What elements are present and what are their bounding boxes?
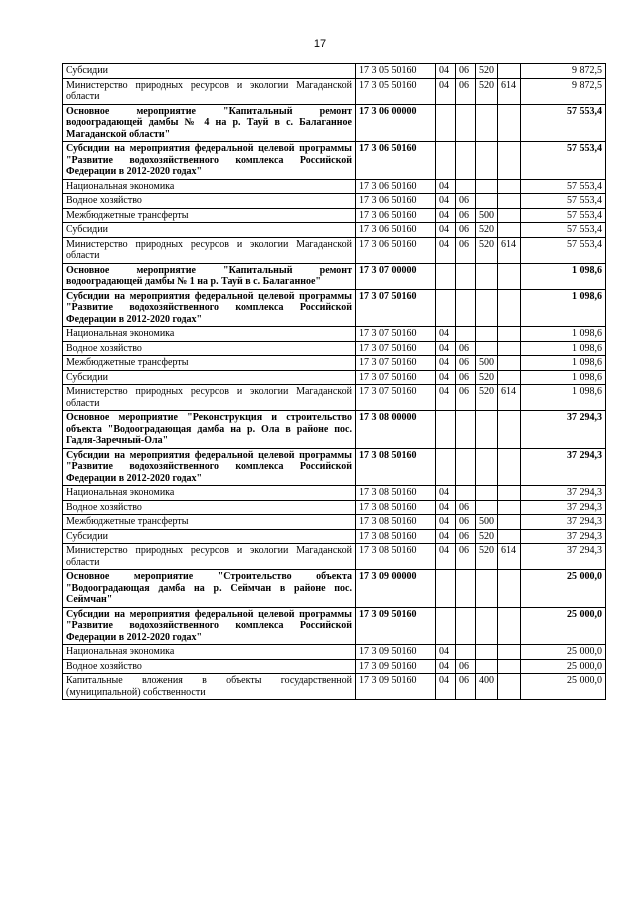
row-code-cell: 17 3 07 50160: [356, 289, 436, 327]
row-expense-type-cell: [476, 263, 498, 289]
row-section-cell: 04: [436, 529, 456, 544]
row-expense-type-cell: [476, 570, 498, 608]
row-code-cell: 17 3 06 50160: [356, 142, 436, 180]
row-section-cell: 04: [436, 223, 456, 238]
row-section-cell: 04: [436, 515, 456, 530]
row-amount-cell: 1 098,6: [521, 370, 606, 385]
table-row: [63, 529, 606, 544]
row-name-cell: Субсидии на мероприятия федеральной целевой программы "Развитие водохозяйственного комплекса Российской Федерации в 2012-2020 годах": [63, 607, 356, 645]
table-row: [63, 289, 606, 327]
row-name-cell: Субсидии на мероприятия федеральной целевой программы "Развитие водохозяйственного комплекса Российской Федерации в 2012-2020 годах": [63, 448, 356, 486]
row-ministry-code-cell: [498, 486, 521, 501]
table-row: [63, 208, 606, 223]
row-expense-type-cell: 520: [476, 223, 498, 238]
row-section-cell: 04: [436, 208, 456, 223]
row-section-cell: 04: [436, 486, 456, 501]
row-amount-cell: 37 294,3: [521, 544, 606, 570]
row-name-cell: Субсидии: [63, 370, 356, 385]
row-section-cell: [436, 263, 456, 289]
row-amount-cell: 37 294,3: [521, 529, 606, 544]
row-amount-cell: 25 000,0: [521, 674, 606, 700]
row-subsection-cell: 06: [456, 515, 476, 530]
row-subsection-cell: 06: [456, 194, 476, 209]
table-row: [63, 179, 606, 194]
row-amount-cell: 25 000,0: [521, 607, 606, 645]
row-amount-cell: 1 098,6: [521, 263, 606, 289]
row-expense-type-cell: 520: [476, 385, 498, 411]
row-expense-type-cell: 520: [476, 237, 498, 263]
budget-table-body: [63, 64, 606, 700]
row-expense-type-cell: 520: [476, 529, 498, 544]
row-code-cell: 17 3 06 50160: [356, 194, 436, 209]
row-code-cell: 17 3 07 50160: [356, 385, 436, 411]
row-expense-type-cell: [476, 179, 498, 194]
row-name-cell: Водное хозяйство: [63, 659, 356, 674]
row-amount-cell: 57 553,4: [521, 237, 606, 263]
row-code-cell: 17 3 09 50160: [356, 659, 436, 674]
table-row: [63, 78, 606, 104]
row-amount-cell: 1 098,6: [521, 327, 606, 342]
row-name-cell: Министерство природных ресурсов и экологии Магаданской области: [63, 78, 356, 104]
row-amount-cell: 57 553,4: [521, 194, 606, 209]
row-section-cell: 04: [436, 179, 456, 194]
row-amount-cell: 57 553,4: [521, 142, 606, 180]
row-amount-cell: 37 294,3: [521, 448, 606, 486]
row-amount-cell: 57 553,4: [521, 208, 606, 223]
row-name-cell: Министерство природных ресурсов и экологии Магаданской области: [63, 237, 356, 263]
row-ministry-code-cell: 614: [498, 78, 521, 104]
row-section-cell: 04: [436, 194, 456, 209]
row-ministry-code-cell: [498, 674, 521, 700]
page-number: 17: [313, 38, 327, 50]
row-subsection-cell: 06: [456, 356, 476, 371]
table-row: [63, 370, 606, 385]
row-code-cell: 17 3 08 50160: [356, 448, 436, 486]
row-subsection-cell: 06: [456, 64, 476, 79]
row-ministry-code-cell: [498, 223, 521, 238]
table-row: [63, 194, 606, 209]
row-name-cell: Субсидии: [63, 223, 356, 238]
row-subsection-cell: 06: [456, 385, 476, 411]
row-ministry-code-cell: [498, 370, 521, 385]
table-row: [63, 64, 606, 79]
row-ministry-code-cell: [498, 500, 521, 515]
row-ministry-code-cell: [498, 645, 521, 660]
row-section-cell: 04: [436, 78, 456, 104]
row-section-cell: 04: [436, 500, 456, 515]
row-name-cell: Межбюджетные трансферты: [63, 515, 356, 530]
row-code-cell: 17 3 06 50160: [356, 223, 436, 238]
row-subsection-cell: 06: [456, 223, 476, 238]
budget-table: [62, 63, 606, 700]
row-name-cell: Министерство природных ресурсов и экологии Магаданской области: [63, 385, 356, 411]
row-section-cell: 04: [436, 64, 456, 79]
row-ministry-code-cell: [498, 659, 521, 674]
row-code-cell: 17 3 09 50160: [356, 645, 436, 660]
row-name-cell: Основное мероприятие "Строительство объекта "Водооградающая дамба на р. Сеймчан в районе пос. Сеймчан": [63, 570, 356, 608]
row-amount-cell: 57 553,4: [521, 104, 606, 142]
row-expense-type-cell: [476, 142, 498, 180]
row-ministry-code-cell: [498, 179, 521, 194]
row-subsection-cell: 06: [456, 659, 476, 674]
row-amount-cell: 1 098,6: [521, 385, 606, 411]
row-code-cell: 17 3 05 50160: [356, 78, 436, 104]
table-row: [63, 645, 606, 660]
row-expense-type-cell: [476, 194, 498, 209]
row-section-cell: 04: [436, 237, 456, 263]
table-row: [63, 448, 606, 486]
row-ministry-code-cell: [498, 448, 521, 486]
row-amount-cell: 25 000,0: [521, 659, 606, 674]
row-name-cell: Национальная экономика: [63, 645, 356, 660]
row-ministry-code-cell: [498, 104, 521, 142]
row-subsection-cell: [456, 607, 476, 645]
row-ministry-code-cell: 614: [498, 237, 521, 263]
table-row: [63, 223, 606, 238]
row-name-cell: Национальная экономика: [63, 486, 356, 501]
row-code-cell: 17 3 08 50160: [356, 515, 436, 530]
row-name-cell: Субсидии на мероприятия федеральной целевой программы "Развитие водохозяйственного комплекса Российской Федерации в 2012-2020 годах": [63, 142, 356, 180]
row-subsection-cell: [456, 179, 476, 194]
table-row: [63, 659, 606, 674]
row-code-cell: 17 3 08 50160: [356, 529, 436, 544]
table-row: [63, 515, 606, 530]
row-code-cell: 17 3 07 00000: [356, 263, 436, 289]
row-ministry-code-cell: 614: [498, 544, 521, 570]
row-code-cell: 17 3 09 50160: [356, 674, 436, 700]
table-row: [63, 104, 606, 142]
row-name-cell: Водное хозяйство: [63, 500, 356, 515]
row-subsection-cell: [456, 645, 476, 660]
row-section-cell: 04: [436, 659, 456, 674]
row-expense-type-cell: [476, 607, 498, 645]
row-subsection-cell: [456, 327, 476, 342]
row-expense-type-cell: 500: [476, 208, 498, 223]
row-amount-cell: 1 098,6: [521, 356, 606, 371]
row-code-cell: 17 3 06 50160: [356, 179, 436, 194]
row-amount-cell: 9 872,5: [521, 78, 606, 104]
row-amount-cell: 1 098,6: [521, 289, 606, 327]
table-row: [63, 142, 606, 180]
row-ministry-code-cell: [498, 263, 521, 289]
row-ministry-code-cell: [498, 515, 521, 530]
table-row: [63, 327, 606, 342]
row-code-cell: 17 3 08 50160: [356, 544, 436, 570]
row-expense-type-cell: 500: [476, 356, 498, 371]
row-expense-type-cell: [476, 659, 498, 674]
row-subsection-cell: 06: [456, 529, 476, 544]
row-section-cell: 04: [436, 544, 456, 570]
row-code-cell: 17 3 07 50160: [356, 341, 436, 356]
row-code-cell: 17 3 07 50160: [356, 356, 436, 371]
row-ministry-code-cell: [498, 356, 521, 371]
row-amount-cell: 57 553,4: [521, 179, 606, 194]
table-row: [63, 544, 606, 570]
row-subsection-cell: [456, 104, 476, 142]
table-row: [63, 263, 606, 289]
table-row: [63, 500, 606, 515]
row-name-cell: Основное мероприятие "Капитальный ремонт водооградающей дамбы № 4 на р. Тауй в с. Балаганное Магаданской области": [63, 104, 356, 142]
table-row: [63, 341, 606, 356]
row-code-cell: 17 3 06 50160: [356, 208, 436, 223]
row-code-cell: 17 3 06 50160: [356, 237, 436, 263]
row-section-cell: [436, 142, 456, 180]
row-ministry-code-cell: [498, 64, 521, 79]
row-subsection-cell: [456, 289, 476, 327]
row-expense-type-cell: [476, 341, 498, 356]
row-subsection-cell: 06: [456, 370, 476, 385]
row-amount-cell: 37 294,3: [521, 515, 606, 530]
row-code-cell: 17 3 08 00000: [356, 411, 436, 449]
row-section-cell: 04: [436, 356, 456, 371]
row-section-cell: [436, 570, 456, 608]
row-amount-cell: 37 294,3: [521, 486, 606, 501]
row-ministry-code-cell: [498, 142, 521, 180]
table-row: [63, 411, 606, 449]
row-expense-type-cell: [476, 327, 498, 342]
row-subsection-cell: [456, 486, 476, 501]
row-ministry-code-cell: [498, 327, 521, 342]
row-subsection-cell: 06: [456, 500, 476, 515]
row-name-cell: Водное хозяйство: [63, 341, 356, 356]
row-subsection-cell: 06: [456, 237, 476, 263]
row-name-cell: Водное хозяйство: [63, 194, 356, 209]
row-subsection-cell: [456, 263, 476, 289]
row-amount-cell: 37 294,3: [521, 411, 606, 449]
row-section-cell: 04: [436, 327, 456, 342]
row-amount-cell: 57 553,4: [521, 223, 606, 238]
row-name-cell: Основное мероприятие "Реконструкция и строительство объекта "Водооградающая дамба на р. Ола в районе пос. Гадля-Заречный-Ола": [63, 411, 356, 449]
row-subsection-cell: [456, 448, 476, 486]
row-code-cell: 17 3 07 50160: [356, 327, 436, 342]
row-subsection-cell: [456, 411, 476, 449]
row-amount-cell: 37 294,3: [521, 500, 606, 515]
row-expense-type-cell: 520: [476, 64, 498, 79]
row-section-cell: 04: [436, 645, 456, 660]
row-name-cell: Субсидии: [63, 529, 356, 544]
row-amount-cell: 9 872,5: [521, 64, 606, 79]
row-expense-type-cell: 520: [476, 544, 498, 570]
row-subsection-cell: [456, 570, 476, 608]
row-expense-type-cell: [476, 411, 498, 449]
row-expense-type-cell: 520: [476, 78, 498, 104]
row-expense-type-cell: [476, 645, 498, 660]
row-ministry-code-cell: [498, 529, 521, 544]
row-code-cell: 17 3 09 00000: [356, 570, 436, 608]
row-ministry-code-cell: [498, 208, 521, 223]
row-expense-type-cell: [476, 500, 498, 515]
row-section-cell: [436, 104, 456, 142]
row-ministry-code-cell: [498, 341, 521, 356]
table-row: [63, 356, 606, 371]
row-ministry-code-cell: [498, 411, 521, 449]
row-section-cell: [436, 411, 456, 449]
row-code-cell: 17 3 07 50160: [356, 370, 436, 385]
row-ministry-code-cell: [498, 607, 521, 645]
row-subsection-cell: 06: [456, 341, 476, 356]
row-name-cell: Капитальные вложения в объекты государственной (муниципальной) собственности: [63, 674, 356, 700]
row-amount-cell: 1 098,6: [521, 341, 606, 356]
row-code-cell: 17 3 08 50160: [356, 486, 436, 501]
row-ministry-code-cell: [498, 570, 521, 608]
row-section-cell: [436, 289, 456, 327]
table-row: [63, 486, 606, 501]
row-expense-type-cell: 520: [476, 370, 498, 385]
row-section-cell: [436, 607, 456, 645]
row-expense-type-cell: 400: [476, 674, 498, 700]
row-code-cell: 17 3 09 50160: [356, 607, 436, 645]
row-section-cell: 04: [436, 674, 456, 700]
row-name-cell: Национальная экономика: [63, 179, 356, 194]
row-name-cell: Основное мероприятие "Капитальный ремонт водооградающей дамбы № 1 на р. Тауй в с. Балаганное": [63, 263, 356, 289]
table-row: [63, 385, 606, 411]
row-subsection-cell: 06: [456, 674, 476, 700]
row-subsection-cell: 06: [456, 544, 476, 570]
row-expense-type-cell: [476, 486, 498, 501]
row-section-cell: 04: [436, 385, 456, 411]
row-name-cell: Межбюджетные трансферты: [63, 356, 356, 371]
row-ministry-code-cell: [498, 289, 521, 327]
row-name-cell: Субсидии на мероприятия федеральной целевой программы "Развитие водохозяйственного комплекса Российской Федерации в 2012-2020 годах": [63, 289, 356, 327]
row-expense-type-cell: [476, 104, 498, 142]
row-name-cell: Министерство природных ресурсов и экологии Магаданской области: [63, 544, 356, 570]
row-name-cell: Субсидии: [63, 64, 356, 79]
row-ministry-code-cell: 614: [498, 385, 521, 411]
row-amount-cell: 25 000,0: [521, 570, 606, 608]
table-row: [63, 237, 606, 263]
row-expense-type-cell: 500: [476, 515, 498, 530]
row-section-cell: [436, 448, 456, 486]
row-amount-cell: 25 000,0: [521, 645, 606, 660]
table-row: [63, 570, 606, 608]
row-section-cell: 04: [436, 341, 456, 356]
row-code-cell: 17 3 05 50160: [356, 64, 436, 79]
row-subsection-cell: 06: [456, 78, 476, 104]
row-section-cell: 04: [436, 370, 456, 385]
table-row: [63, 674, 606, 700]
row-code-cell: 17 3 08 50160: [356, 500, 436, 515]
row-ministry-code-cell: [498, 194, 521, 209]
row-expense-type-cell: [476, 448, 498, 486]
row-name-cell: Национальная экономика: [63, 327, 356, 342]
row-subsection-cell: 06: [456, 208, 476, 223]
row-expense-type-cell: [476, 289, 498, 327]
row-subsection-cell: [456, 142, 476, 180]
row-code-cell: 17 3 06 00000: [356, 104, 436, 142]
table-row: [63, 607, 606, 645]
row-name-cell: Межбюджетные трансферты: [63, 208, 356, 223]
